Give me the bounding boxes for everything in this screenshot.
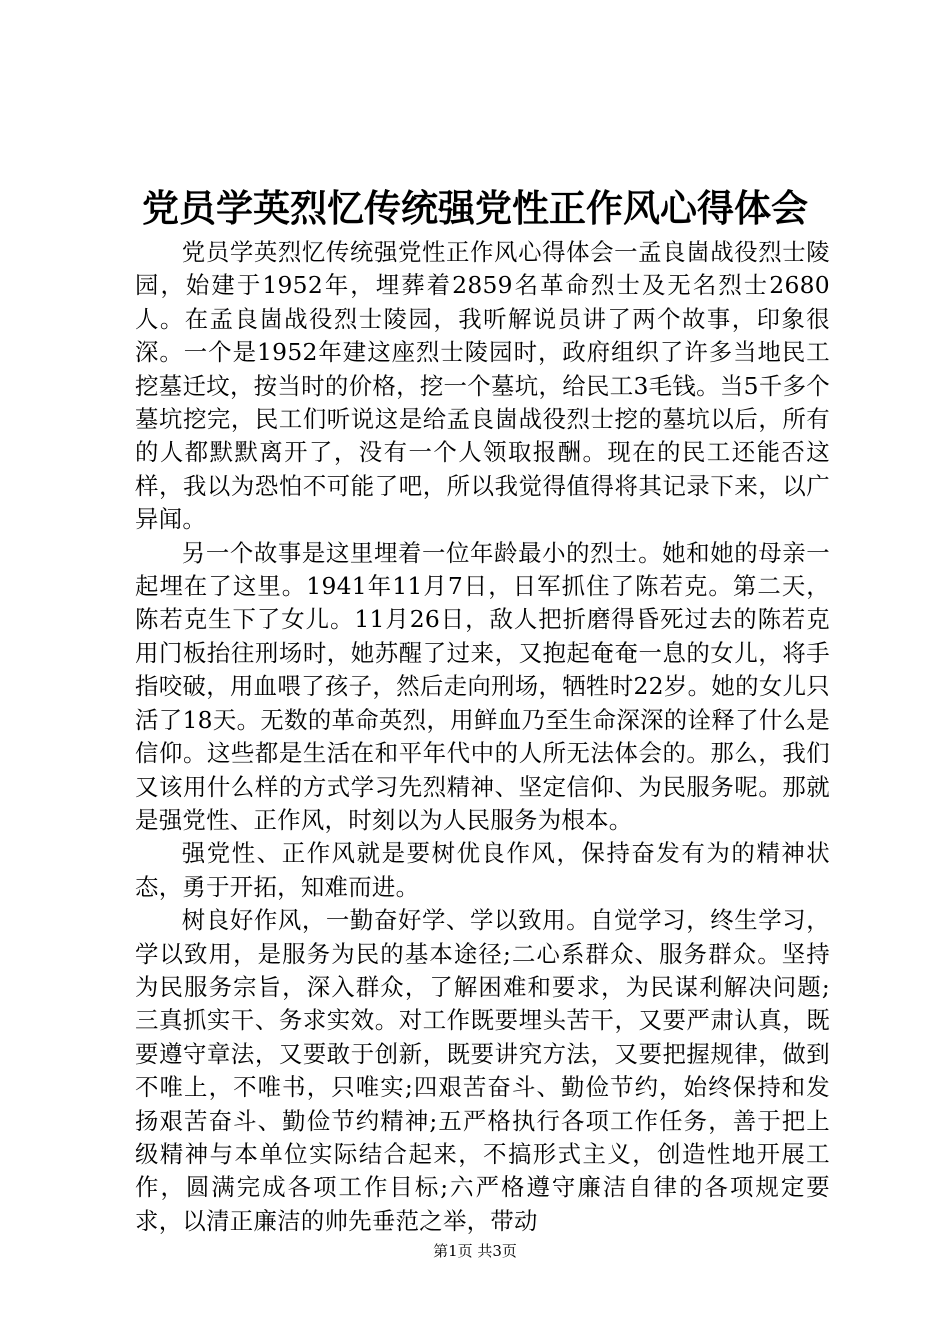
paragraph-1: 党员学英烈忆传统强党性正作风心得体会一孟良崮战役烈士陵园，始建于1952年，埋葬着2859名革命烈士及无名烈士2680人。在孟良崮战役烈士陵园，我听解说员讲了两个故事，印象很深。一个是1952年建这座烈士陵园时，政府组织了许多当地民工挖墓迁坟，按当时的价格，挖一个墓坑，给民工3毛钱。当5千多个墓坑挖完，民工们听说这是给孟良崮战役烈士挖的墓坑以后，所有的人都默默离开了，没有一个人领取报酬。现在的民工还能否这样，我以为恐怕不可能了吧，所以我觉得值得将其记录下来，以广异闻。 xyxy=(135,238,830,534)
page-footer: 第1页 共3页 xyxy=(433,1242,517,1260)
page-title: 党员学英烈忆传统强党性正作风心得体会 xyxy=(142,186,808,230)
document-body xyxy=(135,236,830,1238)
paragraph-2: 另一个故事是这里埋着一位年龄最小的烈士。她和她的母亲一起埋在了这里。1941年11月7日，日军抓住了陈若克。第二天，陈若克生下了女儿。11月26日，敌人把折磨得昏死过去的陈若克用门板抬往刑场时，她苏醒了过来，又抱起奄奄一息的女儿，将手指咬破，用血喂了孩子，然后走向刑场，牺牲时22岁。她的女儿只活了18天。无数的革命英烈，用鲜血乃至生命深深的诠释了什么是信仰。这些都是生活在和平年代中的人所无法体会的。那么，我们又该用什么样的方式学习先烈精神、坚定信仰、为民服务呢。那就是强党性、正作风，时刻以为人民服务为根本。 xyxy=(135,538,830,834)
paragraph-4: 树良好作风，一勤奋好学、学以致用。自觉学习，终生学习，学以致用，是服务为民的基本途径;二心系群众、服务群众。坚持为民服务宗旨，深入群众，了解困难和要求，为民谋利解决问题;三真抓实干、务求实效。对工作既要埋头苦干，又要严肃认真，既要遵守章法，又要敢于创新，既要讲究方法，又要把握规律，做到不唯上，不唯书，只唯实;四艰苦奋斗、勤俭节约，始终保持和发扬艰苦奋斗、勤俭节约精神;五严格执行各项工作任务，善于把上级精神与本单位实际结合起来，不搞形式主义，创造性地开展工作，圆满完成各项工作目标;六严格遵守廉洁自律的各项规定要求，以清正廉洁的帅先垂范之举，带动 xyxy=(135,906,830,1235)
paragraph-3: 强党性、正作风就是要树优良作风，保持奋发有为的精神状态，勇于开拓，知难而进。 xyxy=(135,839,830,901)
